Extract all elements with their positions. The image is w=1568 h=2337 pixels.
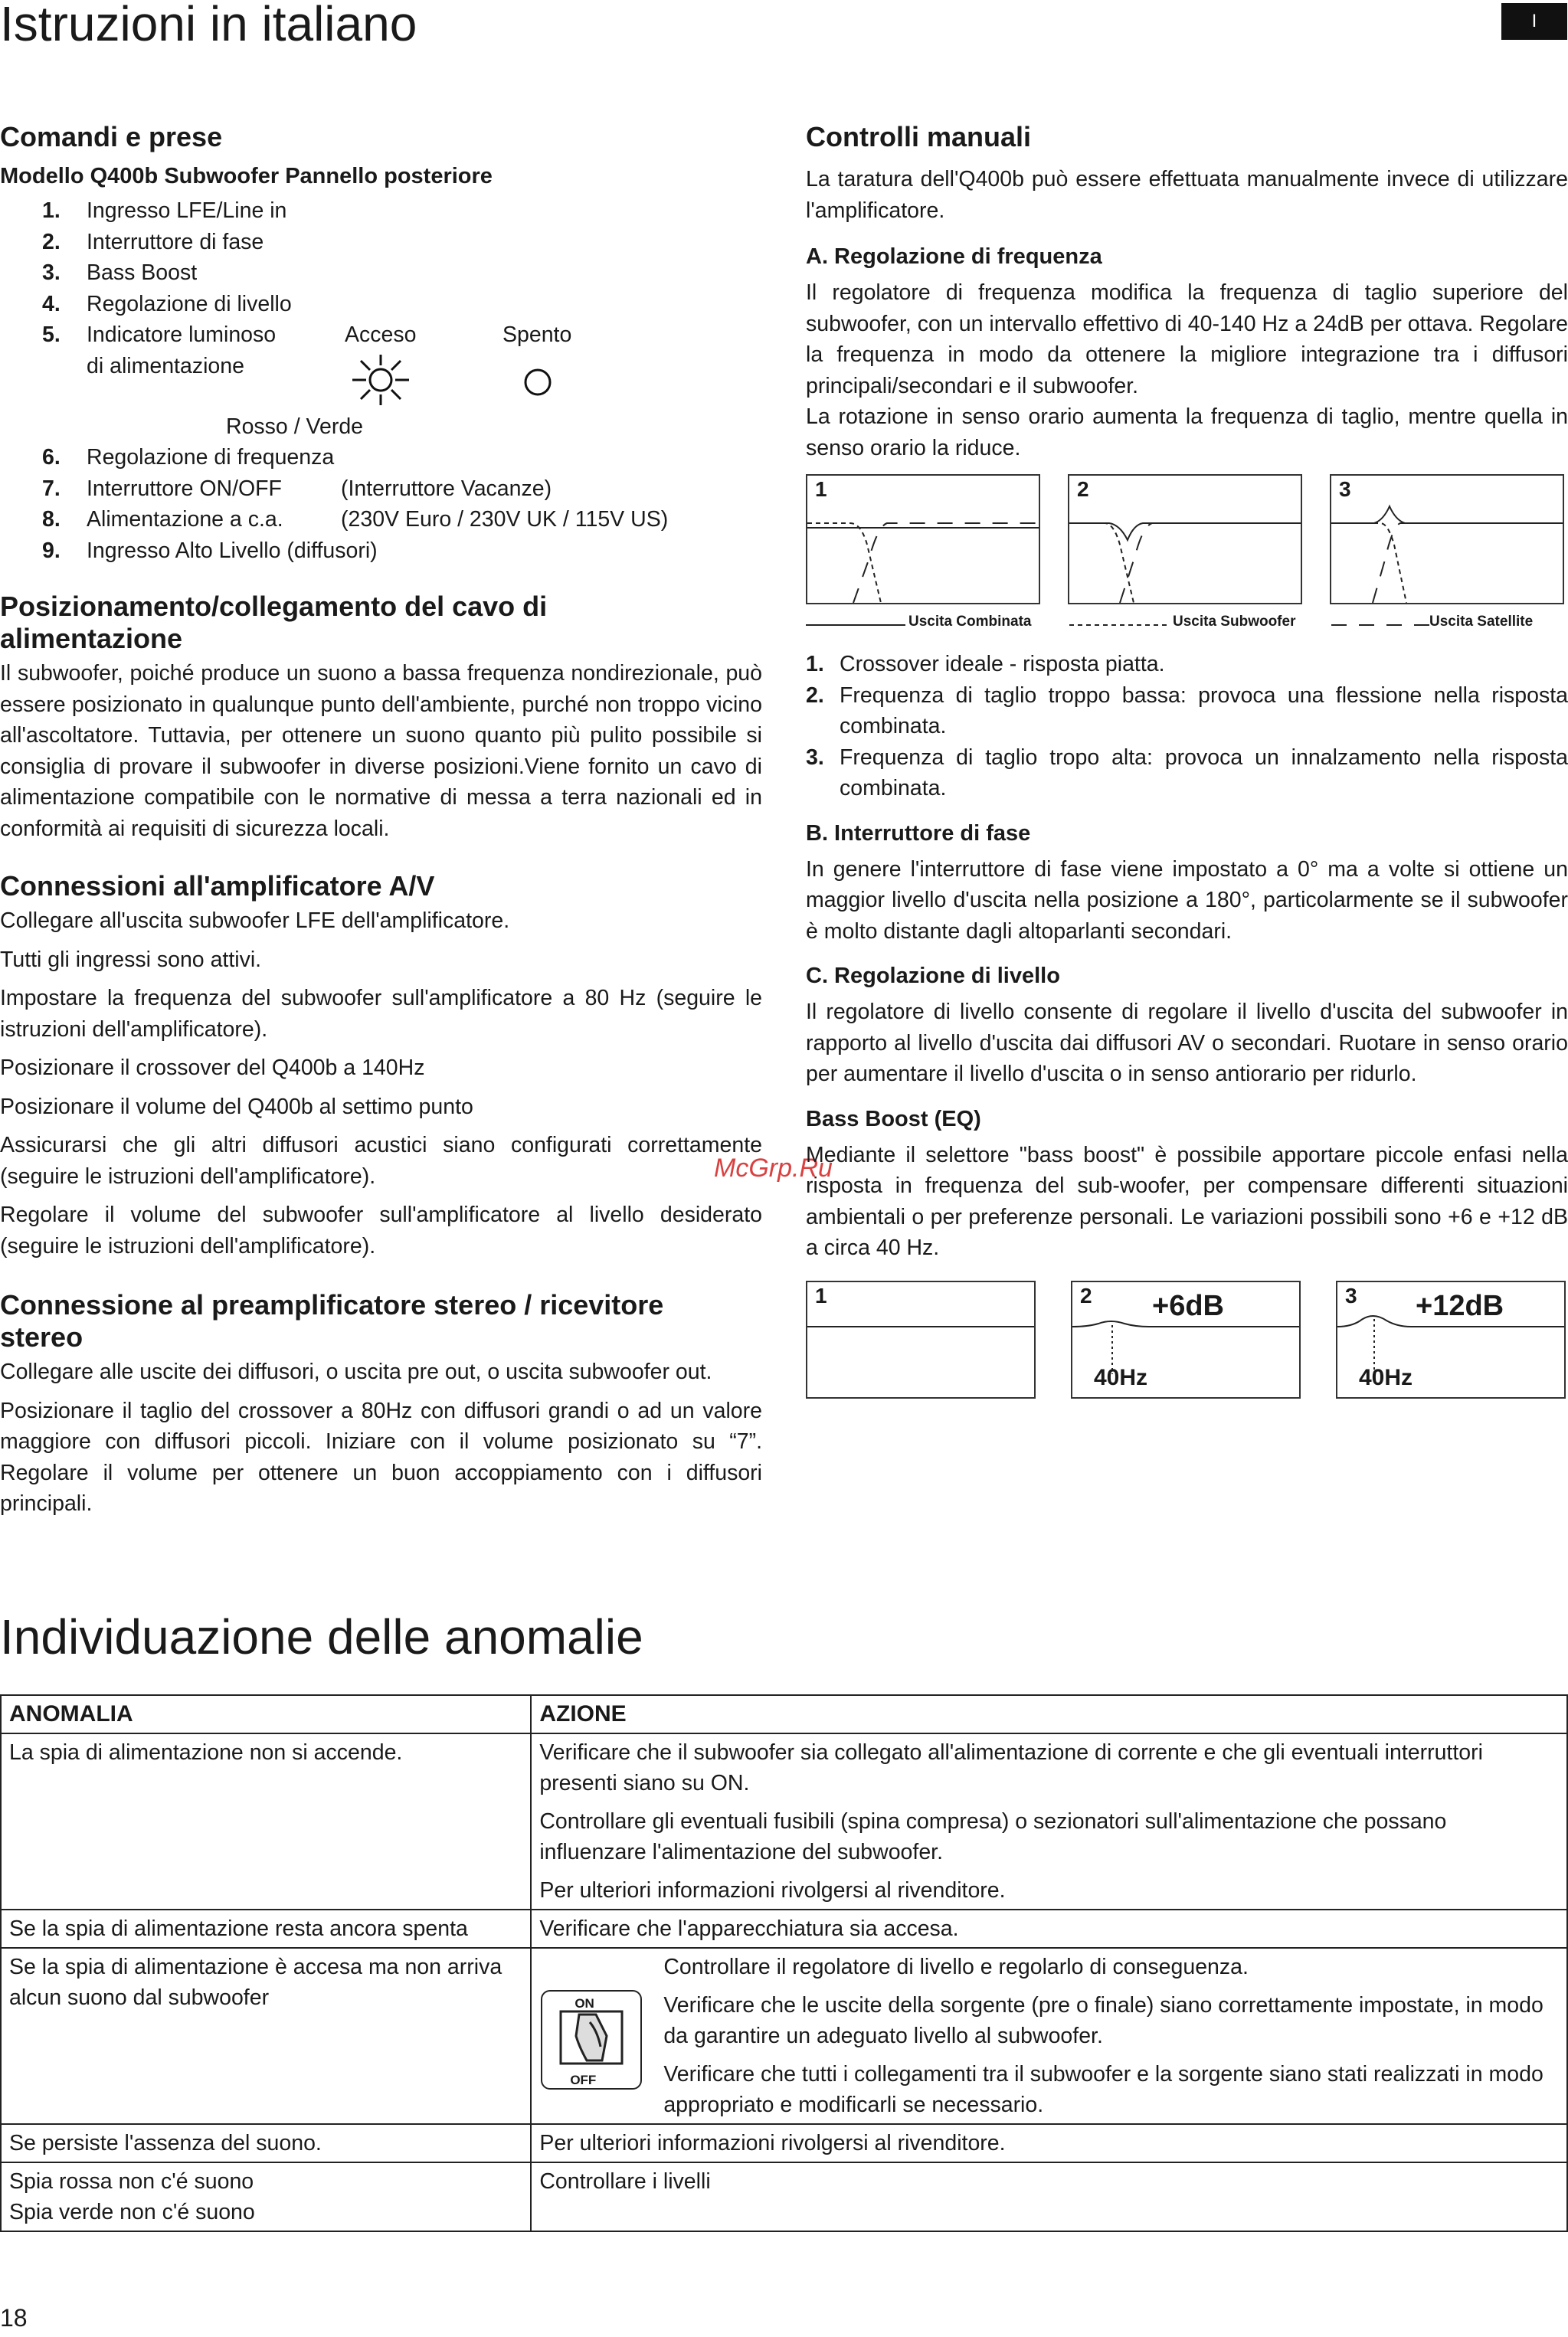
paragraph: Posizionare il volume del Q400b al settimo punto [0, 1094, 473, 1119]
legend-subwoofer: Uscita Subwoofer [1173, 614, 1296, 630]
switch-off-label: OFF [570, 2073, 597, 2087]
troubleshoot-title: Individuazione delle anomalie [0, 1609, 643, 1664]
table-header-row [1, 1695, 1567, 1733]
controlli-intro: La taratura dell'Q400b può essere effettuata manualmente invece di utilizzare l'amplificatore. [806, 167, 1568, 223]
livello-heading: C. Regolazione di livello [806, 964, 1060, 988]
gain-label: +12dB [1416, 1289, 1504, 1322]
on-off-switch-icon [541, 1990, 642, 2090]
frequenza-text-2: La rotazione in senso orario aumenta la frequenza di taglio, mentre quella in senso orario la riduce. [806, 404, 1568, 460]
anomalia-text: Se persiste l'assenza del suono. [9, 2131, 322, 2155]
paragraph: Posizionare il taglio del crossover a 80Hz con diffusori grandi o ad un valore maggiore con diffusori piccoli. Iniziare con il volume posizionato su “7”. Regolare il volume per ottenere un buon accoppiamento con i diffusori principali. [0, 1398, 762, 1516]
led-off-label: Spento [502, 322, 572, 347]
bassboost-text: Mediante il selettore "bass boost" è possibile apportare piccole enfasi nella risposta in frequenza del sub-woofer, per compensare differenti situazioni ambientali o per preferenze personali. Le variazioni possibili sono +6 e +12 dB a circa 40 Hz. [806, 1142, 1568, 1260]
switch-on-label: ON [574, 1996, 594, 2011]
crossover-graph-1: 1 [806, 474, 1040, 604]
posizionamento-heading: Posizionamento/collegamento del cavo di alimentazione [0, 591, 548, 654]
paragraph: Tutti gli ingressi sono attivi. [0, 947, 262, 972]
paragraph: Posizionare il crossover del Q400b a 140Hz [0, 1056, 425, 1080]
page-title: Istruzioni in italiano [0, 0, 417, 51]
list-item: 3. Bass Boost [42, 260, 198, 285]
bassboost-graph-2: 2 +6dB 40Hz [1071, 1281, 1301, 1399]
bassboost-heading: Bass Boost (EQ) [806, 1106, 981, 1131]
led-lit-icon [348, 353, 414, 407]
led-color-label: Rosso / Verde [226, 414, 364, 439]
crossover-legend [806, 615, 1568, 641]
crossover-graph-2: 2 [1068, 474, 1302, 604]
list-item: 3. Frequenza di taglio tropo alta: provoca un innalzamento nella risposta combinata. [806, 745, 1568, 800]
list-item: 1. Ingresso LFE/Line in [42, 198, 287, 223]
paragraph: Collegare alle uscite dei diffusori, o uscita pre out, o uscita subwoofer out. [0, 1360, 712, 1384]
anomalia-text: Se la spia di alimentazione è accesa ma non arriva alcun suono dal subwoofer [9, 1955, 502, 2010]
controlli-heading: Controlli manuali [806, 121, 1032, 152]
right-column [806, 121, 1568, 1403]
fase-heading: B. Interruttore di fase [806, 820, 1031, 846]
bassboost-graph-1: 1 [806, 1281, 1036, 1399]
table-row [1, 1733, 1567, 1910]
crossover-graphs [806, 474, 1568, 620]
comandi-list [0, 195, 762, 566]
table-row [1, 1948, 1567, 2124]
led-on-label: Acceso [345, 322, 417, 347]
frequenza-heading: A. Regolazione di frequenza [806, 244, 1102, 269]
col-anomalia: ANOMALIA [1, 1695, 531, 1733]
page-badge: I [1501, 3, 1567, 40]
list-item: 2. Frequenza di taglio troppo bassa: provoca una flessione nella risposta combinata. [806, 682, 1568, 738]
livello-text: Il regolatore di livello consente di regolare il livello d'uscita del subwoofer in rapporto al livello d'uscita dai diffusori AV o secondari. Ruotare in senso orario per aumentare il livello d'uscita o in senso antiorario per ridurlo. [806, 1000, 1568, 1086]
page-number: 18 [0, 2304, 28, 2332]
bassboost-graphs [806, 1281, 1568, 1403]
list-item: 7. Interruttore ON/OFF (Interruttore Vacanze) [42, 476, 552, 501]
legend-solid-line [806, 623, 905, 627]
freq-label: 40Hz [1094, 1364, 1148, 1390]
comandi-heading: Comandi e prese [0, 121, 223, 152]
troubleshoot-table [0, 1694, 1568, 2232]
paragraph: Collegare all'uscita subwoofer LFE dell'amplificatore. [0, 908, 510, 933]
paragraph: Impostare la frequenza del subwoofer sull'amplificatore a 80 Hz (seguire le istruzioni dell'amplificatore). [0, 986, 762, 1042]
azione-text: Per ulteriori informazioni rivolgersi al rivenditore. [539, 2131, 1006, 2155]
watermark: McGrp.Ru [714, 1154, 833, 1183]
list-item: 2. Interruttore di fase [42, 229, 264, 254]
list-item: 8. Alimentazione a c.a. (230V Euro / 230V UK / 115V US) [42, 507, 669, 532]
connessione-pre-heading: Connessione al preamplificatore stereo / ricevitore stereo [0, 1289, 664, 1353]
list-item: 5. Indicatore luminoso di alimentazione Acceso Spento Rosso / Verde [0, 319, 762, 442]
list-item: 6. Regolazione di frequenza [42, 445, 335, 470]
crossover-graph-3: 3 [1330, 474, 1564, 604]
list-item: 9. Ingresso Alto Livello (diffusori) [42, 538, 378, 563]
led-off-icon [522, 367, 553, 398]
connessioni-av-heading: Connessioni all'amplificatore A/V [0, 870, 435, 902]
table-row [1, 1910, 1567, 1948]
fase-text: In genere l'interruttore di fase viene impostato a 0° ma a volte si ottiene un maggior livello d'uscita nella posizione a 180°, particolarmente se il subwoofer è molto distante dagli altoparlanti secondari. [806, 856, 1568, 944]
freq-label: 40Hz [1359, 1364, 1413, 1390]
azione-text: Verificare che tutti i collegamenti tra il subwoofer e la sorgente siano stati realizzati in modo appropriato e modificarli se necessario. [663, 2062, 1543, 2117]
posizionamento-text: Il subwoofer, poiché produce un suono a bassa frequenza nondirezionale, può essere posizionato in qualunque punto dell'ambiente, purché non troppo vicino all'ascoltatore. Tuttavia, per ottenere un suono quanto più pulito possibile si consiglia di provare il subwoofer in diverse posizioni.Viene fornito un cavo di alimentazione compatibile con le normative di messa a terra nazionali ed in conformità ai requisiti di sicurezza locali. [0, 661, 762, 841]
list-item: 4. Regolazione di livello [42, 291, 292, 316]
paragraph: Regolare il volume del subwoofer sull'amplificatore al livello desiderato (seguire le istruzioni dell'amplificatore). [0, 1203, 762, 1259]
legend-dotted-line [1069, 623, 1169, 627]
list-item: 1. Crossover ideale - risposta piatta. [806, 652, 1165, 676]
azione-text: Controllare gli eventuali fusibili (spina compresa) o sezionatori sull'alimentazione che possano influenzare l'alimentazione del subwoofer. [539, 1809, 1447, 1864]
azione-text: Controllare il regolatore di livello e regolarlo di conseguenza. [663, 1955, 1249, 1979]
frequenza-list [806, 649, 1568, 804]
legend-satellite: Uscita Satellite [1429, 614, 1534, 630]
azione-text: Controllare i livelli [539, 2169, 711, 2194]
anomalia-text: Spia rossa non c'é suono [9, 2169, 254, 2194]
azione-text: Verificare che l'apparecchiatura sia accesa. [539, 1916, 959, 1941]
gain-label: +6dB [1152, 1289, 1224, 1322]
anomalia-text: Se la spia di alimentazione resta ancora spenta [9, 1916, 468, 1941]
legend-dashed-line [1331, 623, 1431, 627]
azione-text: Verificare che il subwoofer sia collegato all'alimentazione di corrente e che gli eventuali interruttori presenti siano su ON. [539, 1740, 1483, 1795]
table-row [1, 2162, 1567, 2231]
left-column [0, 121, 762, 1520]
azione-text: Per ulteriori informazioni rivolgersi al rivenditore. [539, 1878, 1006, 1903]
legend-combined: Uscita Combinata [908, 614, 1032, 630]
anomalia-text: La spia di alimentazione non si accende. [9, 1740, 403, 1765]
bassboost-graph-3: 3 +12dB 40Hz [1336, 1281, 1566, 1399]
anomalia-text: Spia verde non c'é suono [9, 2200, 255, 2224]
comandi-subheading: Modello Q400b Subwoofer Pannello posteriore [0, 164, 493, 188]
table-row [1, 2124, 1567, 2162]
frequenza-text: Il regolatore di frequenza modifica la frequenza di taglio superiore del subwoofer, con un intervallo effettivo di 40-140 Hz a 24dB per ottava. Regolare la frequenza in modo da ottenere la migliore integrazione tra i diffusori principali/secondari e il subwoofer. [806, 280, 1568, 398]
col-azione: AZIONE [531, 1695, 1567, 1733]
azione-text: Verificare che le uscite della sorgente (pre o finale) siano correttamente impostate, in modo da garantire un adeguato livello al subwoofer. [663, 1993, 1543, 2048]
paragraph: Assicurarsi che gli altri diffusori acustici siano configurati correttamente (seguire le istruzioni dell'amplificatore). [0, 1133, 762, 1189]
